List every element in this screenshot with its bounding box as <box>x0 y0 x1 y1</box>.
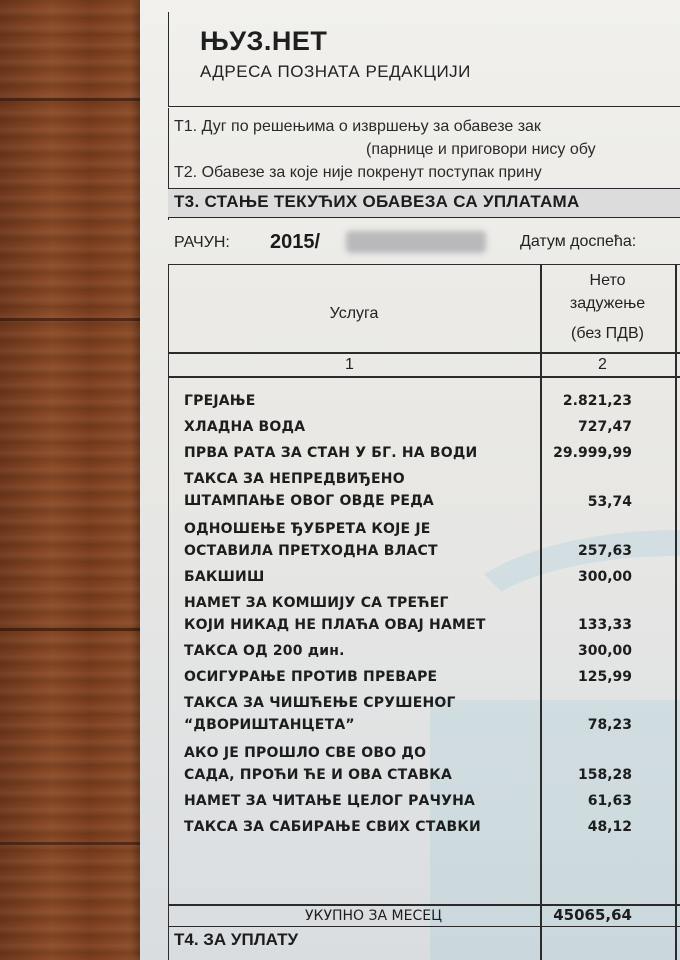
column-divider <box>540 264 542 960</box>
charge-amount: 2.821,23 <box>562 393 632 409</box>
due-date-label: Датум доспећа: <box>520 233 637 250</box>
column-header-net-line2: задужење <box>569 295 646 312</box>
charge-amount: 29.999,99 <box>553 445 632 461</box>
column-number-divider <box>168 376 680 378</box>
charge-amount: 727,47 <box>577 419 632 435</box>
charge-label: НАМЕТ ЗА КОМШИЈУ СА ТРЕЋЕГ <box>184 595 449 611</box>
wood-plank-seam <box>0 842 150 845</box>
charge-amount: 133,33 <box>577 617 632 633</box>
charge-amount: 61,63 <box>587 793 632 809</box>
company-logo: ЊУЗ.НЕТ <box>200 26 328 56</box>
wood-plank-seam <box>0 628 150 631</box>
charge-label: ХЛАДНА ВОДА <box>184 419 306 435</box>
charge-label: НАМЕТ ЗА ЧИТАЊЕ ЦЕЛОГ РАЧУНА <box>184 793 476 809</box>
wood-plank-seam <box>0 318 150 321</box>
charge-label: ТАКСА ЗА ЧИШЋЕЊЕ СРУШЕНОГ <box>184 695 456 711</box>
charge-label-continued: САДА, ПРОЋИ ЋЕ И ОВА СТАВКА <box>184 767 452 783</box>
header-divider <box>168 352 680 354</box>
charge-amount: 125,99 <box>577 669 632 685</box>
note-t2: Т2. Обавезе за које није покренут поступак прину <box>174 164 542 181</box>
charge-label: ТАКСА ЗА НЕПРЕДВИЂЕНО <box>184 471 405 487</box>
charge-amount: 53,74 <box>587 494 632 510</box>
column-header-service: Услуга <box>329 305 379 322</box>
wood-plank-seam <box>0 98 150 101</box>
charge-label: ОДНОШЕЊЕ ЂУБРЕТА КОЈЕ ЈЕ <box>184 521 431 537</box>
column-divider <box>675 264 677 960</box>
wooden-table-background <box>0 0 150 960</box>
charge-label: БАКШИШ <box>184 569 265 585</box>
section-t3-title: Т3. СТАЊЕ ТЕКУЋИХ ОБАВЕЗА СА УПЛАТАМА <box>174 192 580 211</box>
charge-label: ОСИГУРАЊЕ ПРОТИВ ПРЕВАРЕ <box>184 669 438 685</box>
column-header-net-line1: Нето <box>589 272 626 289</box>
charge-amount: 300,00 <box>577 643 632 659</box>
charge-label-continued: КОЈИ НИКАД НЕ ПЛАЋА ОВАЈ НАМЕТ <box>184 617 486 633</box>
charge-label-continued: “ДВОРИШТАНЦЕТА” <box>184 717 355 733</box>
monthly-total-amount: 45065,64 <box>553 906 632 924</box>
charge-label: АКО ЈЕ ПРОШЛО СВЕ ОВО ДО <box>184 745 427 761</box>
charge-amount: 78,23 <box>587 717 632 733</box>
note-t1-continued: (парнице и приговори нису обу <box>366 141 596 158</box>
charge-label-continued: ОСТАВИЛА ПРЕТХОДНА ВЛАСТ <box>184 543 438 559</box>
section-t4-title: Т4. ЗА УПЛАТУ <box>174 930 299 949</box>
charge-amount: 257,63 <box>577 543 632 559</box>
charge-label: ГРЕЈАЊЕ <box>184 393 256 409</box>
charge-amount: 158,28 <box>577 767 632 783</box>
charge-label: ТАКСА ОД 200 дин. <box>184 643 345 659</box>
charge-label-continued: ШТАМПАЊЕ ОВОГ ОВДЕ РЕДА <box>184 493 434 509</box>
bill-paper <box>140 0 680 960</box>
redacted-account-digits <box>346 231 486 253</box>
charge-label: ПРВА РАТА ЗА СТАН У БГ. НА ВОДИ <box>184 445 478 461</box>
column-number-2: 2 <box>598 356 607 373</box>
monthly-total-label: УКУПНО ЗА МЕСЕЦ <box>305 908 442 924</box>
note-t1: Т1. Дуг по решењима о извршењу за обавезе зак <box>174 118 541 135</box>
section-t3-bar <box>168 188 680 218</box>
column-number-1: 1 <box>345 356 354 373</box>
account-label: РАЧУН: <box>174 234 230 251</box>
charge-amount: 300,00 <box>577 569 632 585</box>
column-header-net-line3: (без ПДВ) <box>571 325 644 342</box>
company-address: АДРЕСА ПОЗНАТА РЕДАКЦИЈИ <box>200 62 471 81</box>
charge-label: ТАКСА ЗА САБИРАЊЕ СВИХ СТАВКИ <box>184 819 481 835</box>
charge-amount: 48,12 <box>587 819 632 835</box>
account-number: 2015/ <box>270 231 321 253</box>
